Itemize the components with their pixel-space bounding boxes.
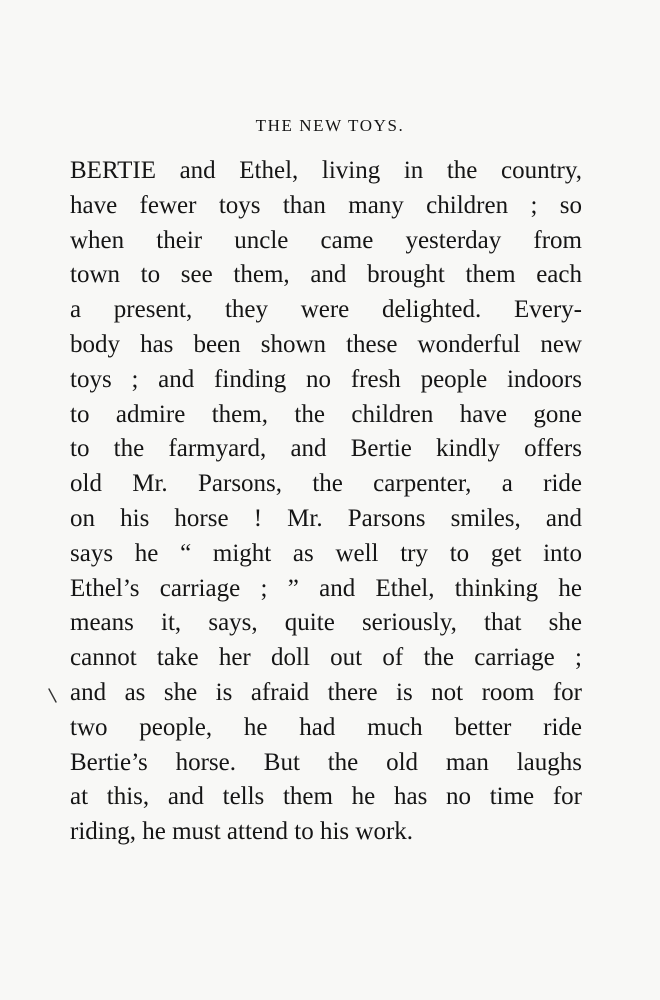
text-line: riding, he must attend to his work. (70, 818, 414, 846)
text-line: says he “ might as well try to get into (70, 539, 582, 567)
text-line: on his horse ! Mr. Parsons smiles, and (70, 504, 582, 532)
text-line: have fewer toys than many children ; so (70, 191, 582, 219)
text-line: old Mr. Parsons, the carpenter, a ride (70, 470, 582, 498)
pencil-mark-icon (46, 686, 60, 706)
text-line: cannot take her doll out of the carriage ; (70, 644, 582, 672)
text-line: to admire them, the children have gone (70, 400, 582, 428)
text-line: Ethel’s carriage ; ” and Ethel, thinking he (70, 574, 582, 602)
text-line: a present, they were delighted. Every- (70, 296, 582, 324)
text-line: means it, says, quite seriously, that she (70, 609, 582, 637)
text-line: Bertie’s horse. But the old man laughs (70, 748, 582, 776)
body-text (70, 154, 582, 850)
text-line: toys ; and finding no fresh people indoors (70, 365, 582, 393)
text-line: body has been shown these wonderful new (70, 330, 582, 358)
text-line: BERTIE and Ethel, living in the country, (70, 157, 582, 184)
page-title: THE NEW TOYS. (255, 116, 405, 135)
text-line: when their uncle came yesterday from (70, 226, 582, 254)
text-line: and as she is afraid there is not room for (70, 678, 582, 706)
text-line: town to see them, and brought them each (70, 261, 582, 289)
text-line: at this, and tells them he has no time for (70, 783, 582, 811)
text-line: to the farmyard, and Bertie kindly offers (70, 435, 582, 463)
text-line: two people, he had much better ride (70, 713, 582, 741)
